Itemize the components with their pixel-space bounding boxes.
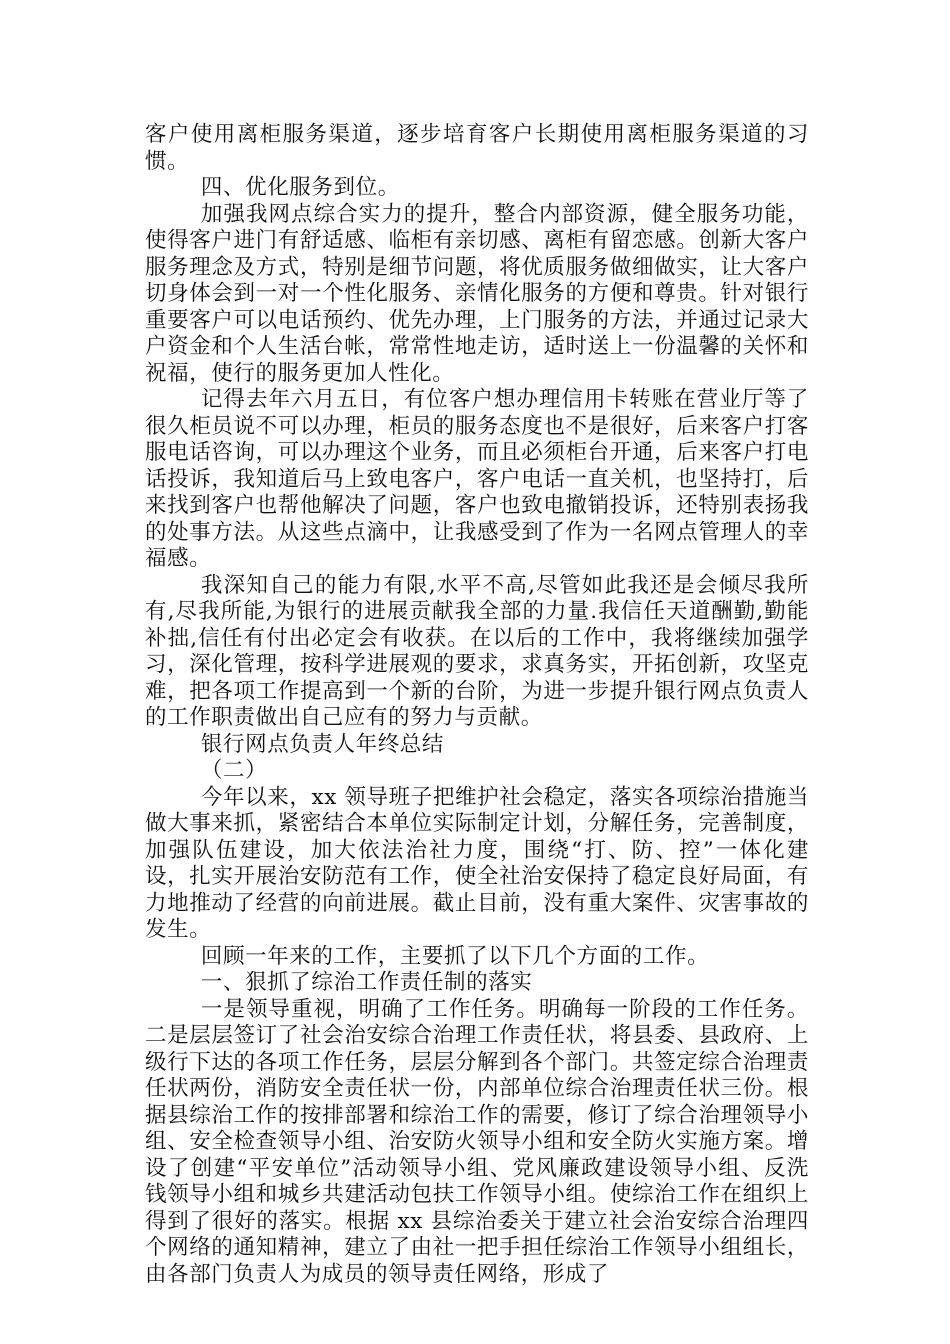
paragraph: 加强我网点综合实力的提升，整合内部资源，健全服务功能，使得客户进门有舒适感、临柜有亲切感、离柜有留恋感。创新大客户服务理念及方式，特别是细节问题，将优质服务做细做实，让大客户切身体会到一对一个性化服务、亲情化服务的方便和尊贵。针对银行重要客户可以电话预约、优先办理，上门服务的方法，并通过记录大户资金和个人生活台帐，常常性地走访，适时送上一份温馨的关怀和祝福，使行的服务更加人性化。 [145, 201, 809, 386]
document-subtitle: （二） [200, 758, 268, 783]
section-heading: 四、优化服务到位。 [200, 175, 400, 200]
paragraph: 我深知自己的能力有限,水平不高,尽管如此我还是会倾尽我所有,尽我所能,为银行的进展贡献我全部的力量.我信任天道酬勤,勤能补拙,信任有付出必定会有收获。在以后的工作中，我将继续加强学习，深化管理，按科学进展观的要求，求真务实，开拓创新，攻坚克难，把各项工作提高到一个新的台阶，为进一步提升银行网点负责人的工作职责做出自己应有的努力与贡献。 [145, 572, 809, 730]
paragraph: 一是领导重视，明确了工作任务。明确每一阶段的工作任务。二是层层签订了社会治安综合治理工作责任状，将县委、县政府、上级行下达的各项工作任务，层层分解到各个部门。共签定综合治理责任状两份，消防安全责任状一份，内部单位综合治理责任状三份。根据县综治工作的按排部署和综治工作的需要，修订了综合治理领导小组、安全检查领导小组、治安防火领导小组和安全防火实施方案。增设了创建“平安单位”活动领导小组、党风廉政建设领导小组、反洗钱领导小组和城乡共建活动包扶工作领导小组。使综治工作在组织上得到了很好的落实。根据 xx 县综治委关于建立社会治安综合治理四个网络的通知精神，建立了由社一把手担任综治工作领导小组组长，由各部门负责人为成员的领导责任网络，形成了 [145, 996, 809, 1287]
document-page [145, 122, 809, 1288]
document-title: 银行网点负责人年终总结 [200, 731, 444, 757]
paragraph: 回顾一年来的工作，主要抓了以下几个方面的工作。 [200, 943, 710, 969]
paragraph: 记得去年六月五日，有位客户想办理信用卡转账在营业厅等了很久柜员说不可以办理，柜员的服务态度也不是很好，后来客户打客服电话咨询，可以办理这个业务，而且必须柜台开通，后来客户打电话投诉，我知道后马上致电客户，客户电话一直关机，也坚持打，后来找到客户也帮他解决了问题，客户也致电撤销投诉，还特别表扬我的处事方法。从这些点滴中，让我感受到了作为一名网点管理人的幸福感。 [145, 387, 809, 571]
paragraph: 客户使用离柜服务渠道，逐步培育客户长期使用离柜服务渠道的习惯。 [145, 122, 809, 174]
paragraph: 今年以来，xx 领导班子把维护社会稳定，落实各项综治措施当做大事来抓，紧密结合本单位实际制定计划，分解任务，完善制度，加强队伍建设，加大依法治社力度，围绕“打、防、控”一体化建设，扎实开展治安防范有工作，使全社治安保持了稳定良好局面，有力地推动了经营的向前进展。截止目前，没有重大案件、灾害事故的发生。 [145, 784, 809, 942]
section-heading: 一、狠抓了综治工作责任制的落实 [200, 970, 533, 995]
